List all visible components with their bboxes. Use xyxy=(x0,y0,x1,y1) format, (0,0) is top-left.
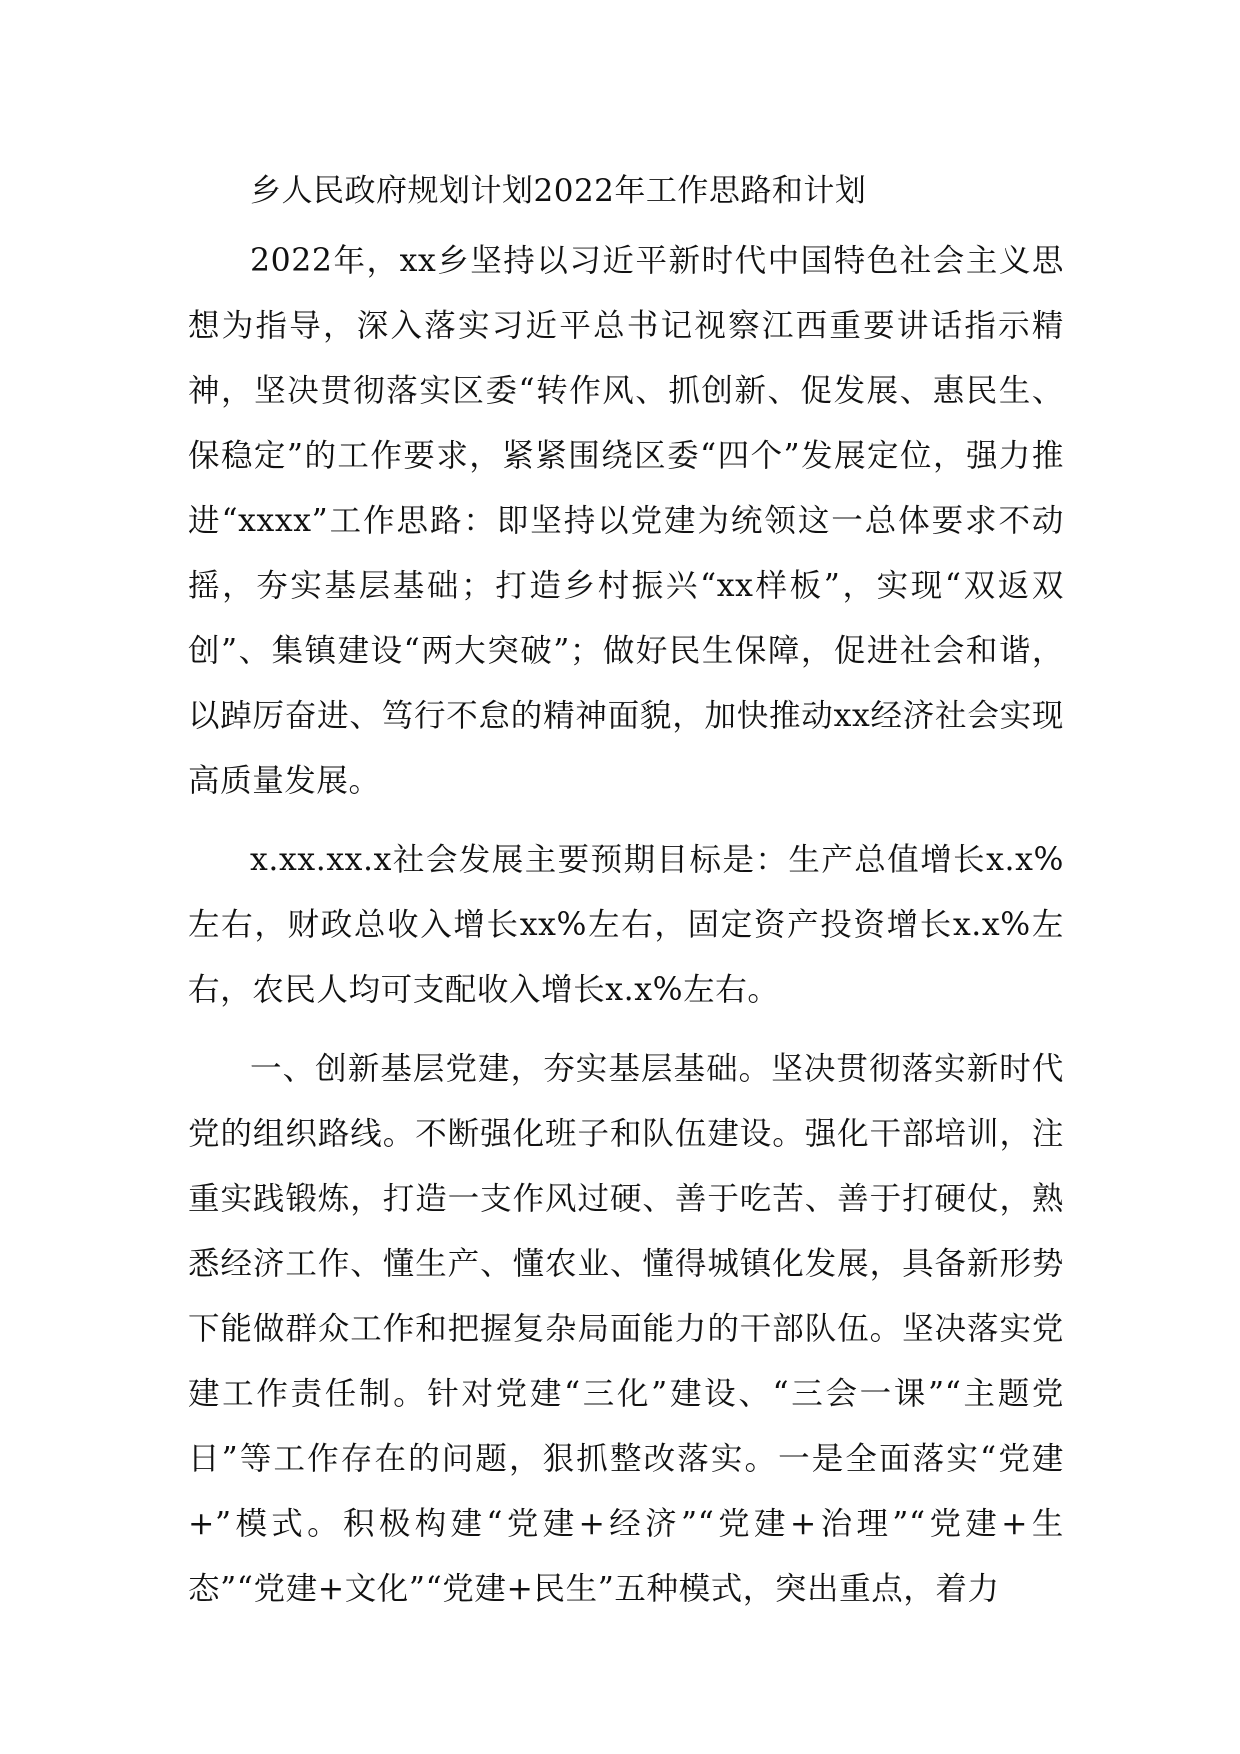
paragraph-intro: 2022年，xx乡坚持以习近平新时代中国特色社会主义思想为指导，深入落实习近平总书记视察江西重要讲话指示精神，坚决贯彻落实区委“转作风、抓创新、促发展、惠民生、保稳定”的工作要求，紧紧围绕区委“四个”发展定位，强力推进“xxxx”工作思路：即坚持以党建为统领这一总体要求不动摇，夯实基层基础；打造乡村振兴“xx样板”，实现“双返双创”、集镇建设“两大突破”；做好民生保障，促进社会和谐，以踔厉奋进、笃行不怠的精神面貌，加快推动xx经济社会实现高质量发展。 xyxy=(188,243,1064,799)
paragraph-targets: x.xx.xx.x社会发展主要预期目标是：生产总值增长x.x%左右，财政总收入增长xx%左右，固定资产投资增长x.x%左右，农民人均可支配收入增长x.x%左右。 xyxy=(188,842,1064,1008)
paragraph-section-one: 一、创新基层党建，夯实基层基础。坚决贯彻落实新时代党的组织路线。不断强化班子和队伍建设。强化干部培训，注重实践锻炼，打造一支作风过硬、善于吃苦、善于打硬仗，熟悉经济工作、懂生产、懂农业、懂得城镇化发展，具备新形势下能做群众工作和把握复杂局面能力的干部队伍。坚决落实党建工作责任制。针对党建“三化”建设、“三会一课”“主题党日”等工作存在的问题，狠抓整改落实。一是全面落实“党建+”模式。积极构建“党建+经济”“党建+治理”“党建+生态”“党建+文化”“党建+民生”五种模式，突出重点，着力 xyxy=(188,1051,1064,1607)
document-page xyxy=(188,165,1064,1636)
document-title: 乡人民政府规划计划2022年工作思路和计划 xyxy=(250,173,867,209)
